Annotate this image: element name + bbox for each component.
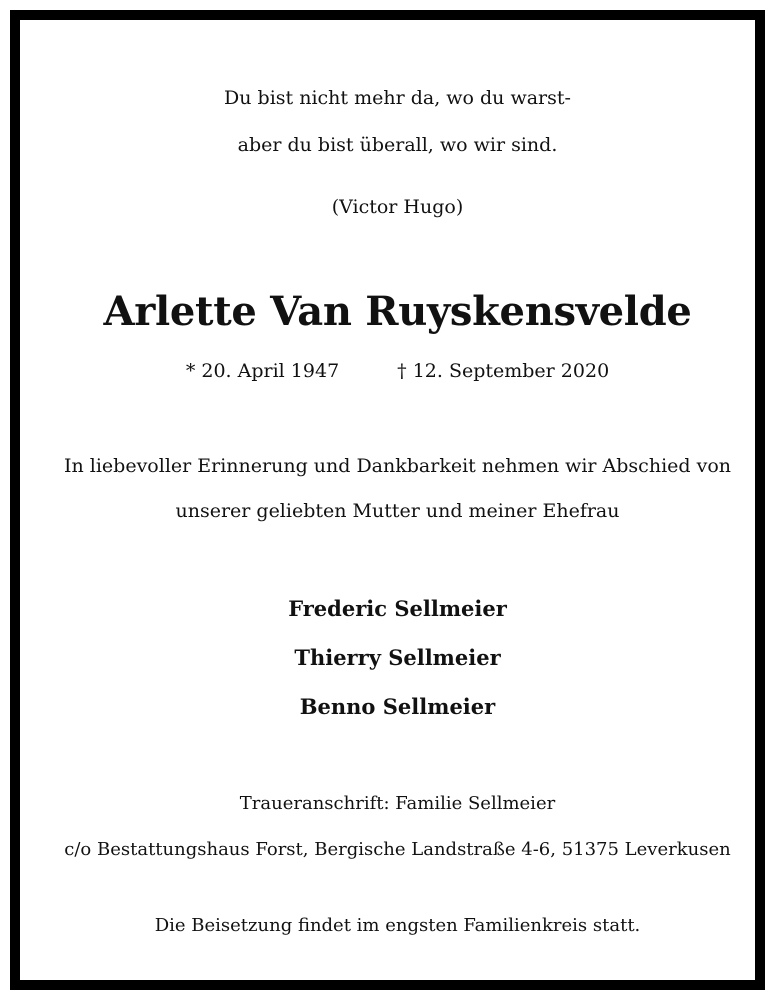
message-line-2: unserer geliebten Mutter und meiner Ehefrau [175,500,620,522]
birth-date: * 20. April 1947 [185,360,340,382]
funeral-note: Die Beisetzung findet im engsten Familienkreis statt. [154,915,641,936]
quote-line-1: Du bist nicht mehr da, wo du warst- [224,87,571,109]
obituary-notice [10,10,765,990]
address-line-2: c/o Bestattungshaus Forst, Bergische Landstraße 4-6, 51375 Leverkusen [64,839,731,860]
address-line-1: Traueranschrift: Familie Sellmeier [239,793,556,814]
mourner-name: Benno Sellmeier [299,694,496,719]
deceased-name: Arlette Van Ruyskensvelde [103,288,692,335]
mourner-name: Frederic Sellmeier [288,596,507,621]
life-dates [20,359,775,383]
death-date: † 12. September 2020 [397,360,610,382]
mourner-name: Thierry Sellmeier [294,645,501,670]
quote-author: (Victor Hugo) [331,196,464,218]
quote-line-2: aber du bist überall, wo wir sind. [237,134,558,156]
message-line-1: In liebevoller Erinnerung und Dankbarkeit nehmen wir Abschied von [63,455,731,477]
